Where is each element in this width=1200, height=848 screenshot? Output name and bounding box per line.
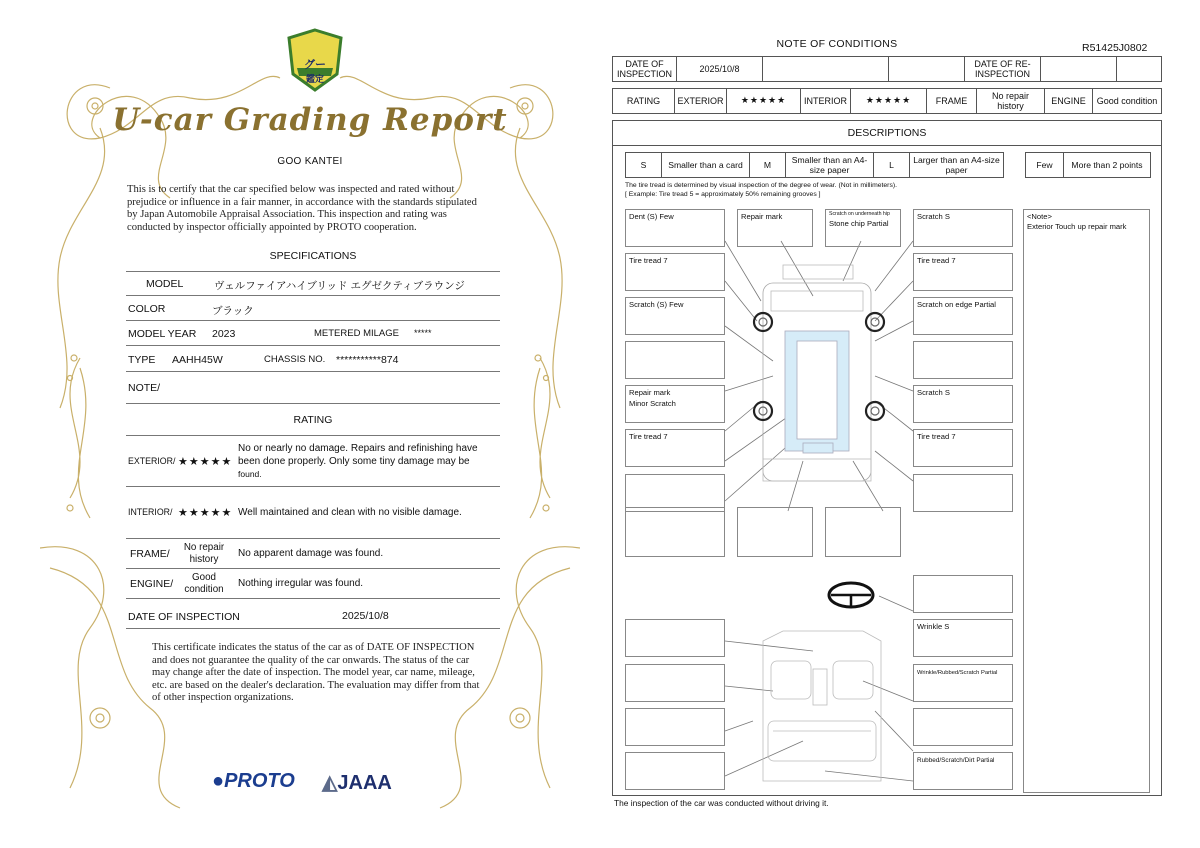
damage-note-box: Repair mark Minor Scratch [625,385,725,423]
model-row: MODEL ヴェルファイアハイブリッド エグゼクティブラウンジ [126,271,500,296]
certificate-notice: This certificate indicates the status of the car as of DATE OF INSPECTION and does not guarantee the quality of the car onwards. The status of the car may change after the date of inspection. The model year, car name, mileage, etc. are based on the dealer's declaration. The evaluation may differ from that of other inspection organizations. [152,642,480,703]
damage-note-box [625,507,725,557]
inspection-footer: The inspection of the car was conducted without driving it. [614,798,829,808]
jaaa-mark-icon: ◭ [322,772,338,794]
damage-note-box [913,474,1013,512]
note-title: NOTE OF CONDITIONS [776,38,898,50]
damage-note-box [825,507,901,557]
few-legend: Few More than 2 points [1025,152,1151,178]
damage-note-box [913,341,1013,379]
damage-note-box: Tire tread 7 [625,253,725,291]
proto-logo: ●PROTO [212,770,295,792]
color-row: COLOR ブラック [126,296,500,321]
damage-note-box: Wrinkle S [913,619,1013,657]
damage-note-box [913,708,1013,746]
damage-note-box: Scratch S [913,209,1013,247]
damage-note-box: Rubbed/Scratch/Dirt Partial [913,752,1013,790]
damage-note-box [625,708,725,746]
damage-note-box [625,341,725,379]
frame-rating-row: FRAME/ No repair history No apparent damage was found. [126,539,500,569]
specifications-title: SPECIFICATIONS [269,250,357,262]
damage-note-box [625,619,725,657]
exterior-rating-row: EXTERIOR/ ★★★★★ No or nearly no damage. Repairs and refinishing have been done properly. Only some tiny damage may be found. [126,435,500,487]
damage-note-box: Tire tread 7 [913,253,1013,291]
damage-note-box: Tire tread 7 [913,429,1013,467]
issuer: GOO KANTEI [277,156,343,167]
note-of-conditions [612,34,1164,814]
badge-label: グー 鑑定 [304,59,326,84]
inspection-date-table: DATE OF INSPECTION 2025/10/8 DATE OF RE-INSPECTION [612,56,1162,82]
damage-note-box: Scratch (S) Few [625,297,725,335]
steering-wheel-icon [829,583,873,607]
note-row: NOTE/ [126,372,500,404]
rating-table: RATING EXTERIOR ★★★★★ INTERIOR ★★★★★ FRAME No repair history ENGINE Good condition [612,88,1162,114]
damage-note-box [625,664,725,702]
damage-note-box [913,575,1013,613]
descriptions-panel [612,120,1162,796]
damage-note-box: Scratch on edge Partial [913,297,1013,335]
size-legend: S Smaller than a card M Smaller than an A4-size paper L Larger than an A4-size paper [625,152,1004,178]
damage-note-box [625,752,725,790]
model-year-row: MODEL YEAR 2023 METERED MILAGE ***** [126,321,500,346]
certificate-intro: This is to certify that the car specified below was inspected and rated without prejudice or influence in a fair manner, in accordance with the standards stipulated by Japan Automobile Appraisal Association. This inspection and rating was conducted by inspector officially appointed by PROTO cooperation. [127,184,477,233]
damage-note-box: Dent (S) Few [625,209,725,247]
proto-mark-icon: ● [212,770,225,792]
damage-note-box: Wrinkle/Rubbed/Scratch Partial [913,664,1013,702]
type-row: TYPE AAHH45W CHASSIS NO. ***********874 [126,346,500,372]
interior-rating-row: INTERIOR/ ★★★★★ Well maintained and clean with no visible damage. [126,487,500,539]
tire-tread-note: The tire tread is determined by visual inspection of the degree of wear. (Not in millimeters). [ Example: Tire tread 5 = approximately 50% remaining grooves ] [625,182,897,198]
grading-certificate [40,28,580,818]
damage-note-box: Tire tread 7 [625,429,725,467]
damage-note-box: Repair mark [737,209,813,247]
report-id: R51425J0802 [1082,42,1148,54]
report-title: U-car Grading Report [112,102,508,138]
engine-rating-row: ENGINE/ Good condition Nothing irregular was found. [126,569,500,599]
rating-title: RATING [293,414,333,426]
descriptions-title: DESCRIPTIONS [613,121,1161,146]
damage-note-box [737,507,813,557]
damage-note-box: Scratch on underneath hip Stone chip Partial [825,209,901,247]
damage-note-box: Scratch S [913,385,1013,423]
jaaa-logo: ◭JAAA [322,772,392,794]
date-of-inspection-row: DATE OF INSPECTION 2025/10/8 [126,599,500,629]
note-box: <Note> Exterior Touch up repair mark [1023,209,1150,793]
